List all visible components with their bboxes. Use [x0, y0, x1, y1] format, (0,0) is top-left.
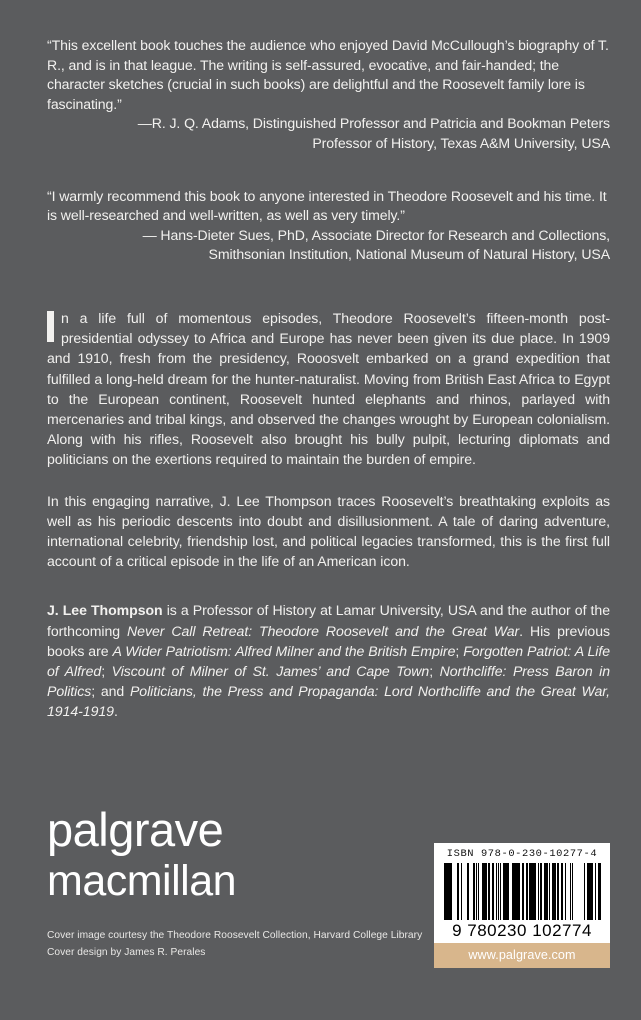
author-bio-segment-2: . His previous books are	[47, 622, 610, 659]
barcode-digits: 9 780230 102774	[452, 921, 592, 940]
description-section	[47, 308, 610, 571]
publisher-logo	[47, 803, 237, 905]
author-bio-section	[47, 600, 610, 721]
author-book-title-4: Viscount of Milner of St. James’ and Cape Town	[111, 662, 430, 679]
endorsement-block-2	[47, 187, 610, 265]
author-bio-segment-4: ;	[101, 662, 112, 679]
publisher-url-text: www.palgrave.com	[468, 948, 576, 962]
isbn-barcode-panel	[434, 843, 610, 968]
endorsement-quote-2: “I warmly recommend this book to anyone interested in Theodore Roosevelt and his time. It is well-researched and well-written, as well as very timely.”	[47, 187, 607, 224]
author-bio-segment-7: .	[113, 703, 118, 720]
publisher-url-bar	[434, 943, 610, 968]
author-bio-segment-1: is a Professor of History at Lamar University, USA and the author of the forthcoming	[47, 602, 610, 639]
endorsement-source-1: —R. J. Q. Adams, Distinguished Professor and Patricia and Bookman Peters Professor of History, Texas A&M University, USA	[137, 115, 610, 151]
author-bio-segment-6: ; and	[91, 683, 130, 700]
barcode-bars-icon	[444, 863, 600, 920]
author-book-title-1: Never Call Retreat: Theodore Roosevelt and the Great War	[127, 622, 520, 639]
publisher-logo-macmillan: macmillan	[47, 857, 237, 905]
credit-cover-design: Cover design by James R. Perales	[47, 946, 206, 958]
endorsements-section	[47, 0, 610, 265]
author-book-title-6: Politicians, the Press and Propaganda: Lord Northcliffe and the Great War, 1914-1919	[47, 683, 610, 720]
author-name: J. Lee Thompson	[47, 602, 163, 619]
author-book-title-2: A Wider Patriotism: Alfred Milner and the British Empire	[112, 642, 456, 659]
publisher-logo-palgrave: palgrave	[47, 803, 224, 856]
cover-credits	[47, 928, 422, 961]
endorsement-source-2: — Hans-Dieter Sues, PhD, Associate Director for Research and Collections, Smithsonian Institution, National Museum of Natural History, USA	[142, 226, 610, 263]
isbn-label: ISBN 978-0-230-10277-4	[446, 848, 598, 860]
author-book-title-3: Forgotten Patriot: A Life of Alfred	[47, 642, 610, 679]
author-bio-segment-3: ;	[455, 642, 464, 659]
description-paragraph-2: In this engaging narrative, J. Lee Thompson traces Roosevelt’s breathtaking exploits as well as his periodic descents into doubt and disillusionment. A tale of daring adventure, international celebrity, friendship lost, and political legacies transformed, this is the first full account of a critical episode in the life of an American icon.	[47, 492, 610, 570]
author-book-title-5: Northcliffe: Press Baron in Politics	[47, 662, 611, 700]
endorsement-quote-1: “This excellent book touches the audience who enjoyed David McCullough’s biography of T. R., and is in that league. The writing is self-assured, evocative, and fair-handed; the character sketches (crucial in such books) are delightful and the Roosevelt family lore is fascinating.”	[47, 37, 609, 112]
description-paragraph-1	[47, 308, 610, 470]
description-paragraph-1-text: n a life full of momentous episodes, Theodore Roosevelt’s fifteen-month post-presidential odyssey to Africa and Europe has never been given its due place. In 1909 and 1910, fresh from the presidency, Rooosvelt embarked on a grand expedition that fulfilled a long-held dream for the hunter-naturalist. Moving from British East Africa to Egypt to the European continent, Roosevelt hunted elephants and rhinos, parlayed with mercenaries and tribal kings, and observed the changes wrought by European colonialism. Along with his rifles, Roosevelt also brought his bully pulpit, lecturing diplomats and politicians on the exertions required to maintain the burden of empire.	[47, 309, 610, 468]
drop-cap-letter	[47, 311, 54, 342]
endorsement-block-1	[47, 36, 610, 154]
credit-cover-image: Cover image courtesy the Theodore Roosevelt Collection, Harvard College Library	[47, 930, 423, 941]
barcode-inner	[434, 843, 610, 943]
author-bio-segment-5: ;	[429, 662, 440, 679]
